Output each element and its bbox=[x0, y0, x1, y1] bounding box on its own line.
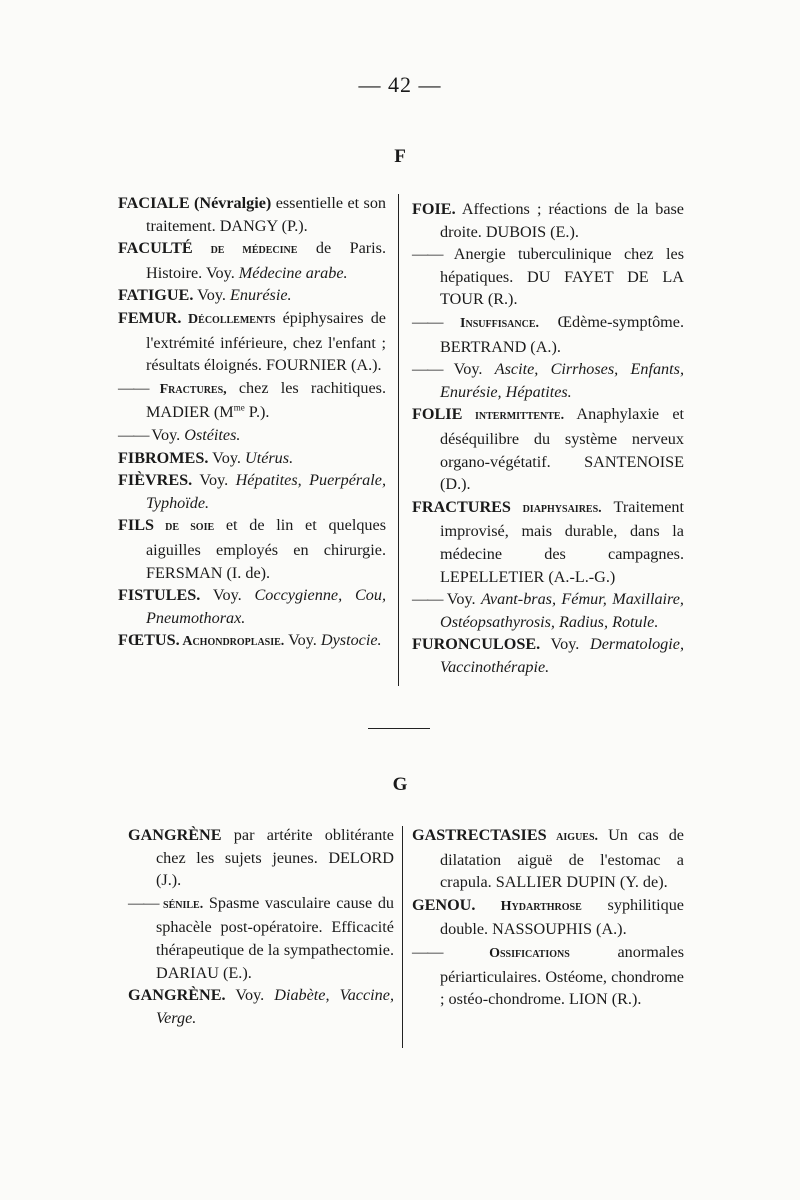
index-entry bbox=[128, 824, 394, 892]
entry-text: Voy. bbox=[193, 286, 230, 305]
entry-text: —— bbox=[412, 360, 454, 379]
entry-text: Hydarthrose bbox=[475, 898, 582, 914]
index-entry bbox=[412, 311, 684, 358]
entry-text: Avant-bras, Fémur, Maxillaire, Ostéopsathyrosis, Radius, Rotule. bbox=[440, 590, 684, 631]
entry-text: Voy. bbox=[284, 631, 321, 650]
column-divider-g bbox=[402, 826, 403, 1048]
index-entry bbox=[412, 633, 684, 678]
entry-text: intermittente. bbox=[462, 408, 565, 424]
entry-headword: FATIGUE. bbox=[118, 286, 194, 305]
page-number: — 42 — bbox=[358, 72, 442, 97]
entry-text: Spasme vasculaire cause du sphacèle post-opératoire. Efficacité thérapeutique de la sympathectomie. DARIAU (E.). bbox=[156, 893, 395, 982]
entry-headword: FRACTURES bbox=[412, 497, 511, 516]
index-entry bbox=[118, 629, 386, 654]
entry-headword: FACULTÉ bbox=[118, 239, 193, 258]
entry-headword: FOIE. bbox=[412, 200, 456, 218]
entry-text: épiphysaires de l'extrémité inférieure, chez l'enfant ; résultats éloignés. FOURNIER (A.). bbox=[146, 308, 386, 375]
entry-text: —— bbox=[412, 245, 454, 264]
section-g-left-column bbox=[128, 824, 394, 1029]
entry-text: diaphysaires. bbox=[510, 500, 602, 516]
entry-text: —— bbox=[118, 378, 160, 397]
entry-text: P.). bbox=[244, 403, 270, 422]
entry-text: Voy. bbox=[192, 471, 236, 490]
entry-text: de soie bbox=[154, 519, 215, 535]
entry-headword: FILS bbox=[118, 516, 154, 535]
entry-text: —— bbox=[118, 425, 152, 444]
entry-headword: FOLIE bbox=[412, 405, 463, 424]
entry-text: me bbox=[233, 402, 245, 413]
entry-text: Voy. bbox=[200, 586, 255, 605]
entry-headword: FISTULES. bbox=[118, 586, 201, 605]
entry-text: Coccygienne, Cou, Pneumothorax. bbox=[146, 586, 387, 627]
index-entry bbox=[118, 469, 386, 514]
entry-text: Traitement improvisé, mais durable, dans la médecine des campagnes. LEPELLETIER (A.-L.-G.) bbox=[440, 497, 684, 586]
entry-text: Décollements bbox=[181, 311, 276, 327]
entry-text: syphilitique double. NASSOUPHIS (A.). bbox=[440, 895, 684, 939]
section-letter-g: G bbox=[392, 774, 408, 795]
entry-text: Ostéites. bbox=[184, 425, 241, 444]
entry-text: —— bbox=[128, 893, 164, 912]
column-divider-f bbox=[398, 194, 399, 686]
entry-text: Voy. bbox=[225, 986, 275, 1005]
entry-text: Anergie tuberculinique chez les hépatiques. DU FAYET DE LA TOUR (R.). bbox=[440, 245, 684, 309]
index-entry bbox=[118, 377, 386, 424]
entry-text: Dystocie. bbox=[320, 631, 382, 650]
index-entry bbox=[412, 243, 684, 311]
index-entry bbox=[412, 894, 684, 941]
entry-text: Voy. bbox=[446, 590, 481, 609]
entry-text: —— bbox=[412, 312, 461, 331]
entry-text: Hépatites, Puerpérale, Typhoïde. bbox=[146, 471, 387, 512]
section-f-left-column bbox=[118, 192, 386, 654]
section-g-right-column bbox=[412, 824, 684, 1011]
entry-text: de Paris. Histoire. Voy. bbox=[146, 239, 386, 282]
section-separator bbox=[368, 728, 430, 729]
entry-headword: FEMUR. bbox=[118, 308, 182, 327]
entry-headword: GANGRÈNE. bbox=[128, 986, 226, 1005]
entry-headword: FIBROMES. bbox=[118, 448, 209, 467]
entry-headword: GENOU. bbox=[412, 895, 476, 914]
index-entry bbox=[412, 824, 684, 894]
entry-text: Œdème-symptôme. BERTRAND (A.). bbox=[440, 312, 684, 356]
entry-text: Ascite, Cirrhoses, Enfants, Enurésie, Hépatites. bbox=[440, 360, 684, 401]
index-entry bbox=[412, 403, 684, 495]
index-entry bbox=[118, 192, 386, 237]
entry-text: et de lin et quelques aiguilles employés en chirurgie. FERSMAN (I. de). bbox=[146, 516, 386, 582]
index-entry bbox=[412, 588, 684, 633]
index-entry bbox=[118, 447, 386, 470]
entry-headword: FURONCULOSE. bbox=[412, 635, 541, 654]
entry-text: Voy. bbox=[540, 635, 591, 654]
entry-text: Anaphylaxie et déséquilibre du système nerveux organo-végétatif. SANTENOISE (D.). bbox=[440, 405, 685, 494]
entry-text: —— bbox=[412, 590, 447, 609]
index-entry bbox=[412, 198, 684, 243]
entry-headword: GASTRECTASIES bbox=[412, 826, 547, 844]
index-entry bbox=[128, 892, 394, 984]
entry-text: Diabète, Vaccine, Verge. bbox=[156, 986, 394, 1027]
entry-text: Médecine arabe. bbox=[238, 263, 348, 282]
entry-text: Fractures, bbox=[159, 381, 227, 397]
index-entry bbox=[118, 514, 386, 584]
entry-text: Un cas de dilatation aiguë de l'estomac a crapula. SALLIER DUPIN (Y. de). bbox=[440, 826, 684, 892]
index-entry bbox=[412, 496, 684, 588]
entry-text: Utérus. bbox=[245, 448, 294, 467]
entry-text: Insuffisance. bbox=[460, 315, 539, 331]
entry-text: Achondroplasie. bbox=[179, 634, 285, 650]
entry-text: chez les rachitiques. MADIER (M bbox=[146, 378, 386, 422]
entry-headword: FACIALE (Névralgie) bbox=[118, 194, 272, 212]
entry-text: Voy. bbox=[208, 448, 245, 467]
section-letter-f: F bbox=[394, 146, 406, 167]
entry-headword: FIÈVRES. bbox=[118, 471, 193, 490]
index-entry bbox=[118, 307, 386, 377]
entry-text: Dermatologie, Vaccinothérapie. bbox=[440, 635, 684, 676]
entry-text: Ossifications bbox=[489, 945, 570, 961]
entry-text: sénile. bbox=[163, 896, 204, 912]
entry-headword: GANGRÈNE bbox=[128, 826, 222, 844]
entry-text: par artérite oblitérante chez les sujets jeunes. DELORD (J.). bbox=[156, 826, 394, 890]
entry-text: de médecine bbox=[192, 242, 298, 258]
entry-text: anormales périarticulaires. Ostéome, chondrome ; ostéo-chondrome. LION (R.). bbox=[440, 942, 684, 1009]
entry-text: —— bbox=[412, 942, 490, 961]
entry-text: Enurésie. bbox=[230, 286, 292, 305]
entry-text: Affections ; réactions de la base droite. DUBOIS (E.). bbox=[440, 200, 684, 241]
index-entry bbox=[118, 237, 386, 284]
entry-headword: FŒTUS. bbox=[118, 631, 180, 650]
index-entry bbox=[128, 984, 394, 1029]
index-entry bbox=[118, 584, 386, 629]
index-entry bbox=[118, 284, 386, 307]
entry-text: Voy. bbox=[151, 425, 185, 444]
section-f-right-column bbox=[412, 198, 684, 678]
index-entry bbox=[412, 358, 684, 403]
entry-text: Voy. bbox=[453, 360, 495, 379]
entry-text: aigues. bbox=[546, 829, 599, 844]
index-entry bbox=[118, 424, 386, 447]
index-entry bbox=[412, 941, 684, 1011]
entry-text: essentielle et son traitement. DANGY (P.). bbox=[146, 194, 387, 235]
